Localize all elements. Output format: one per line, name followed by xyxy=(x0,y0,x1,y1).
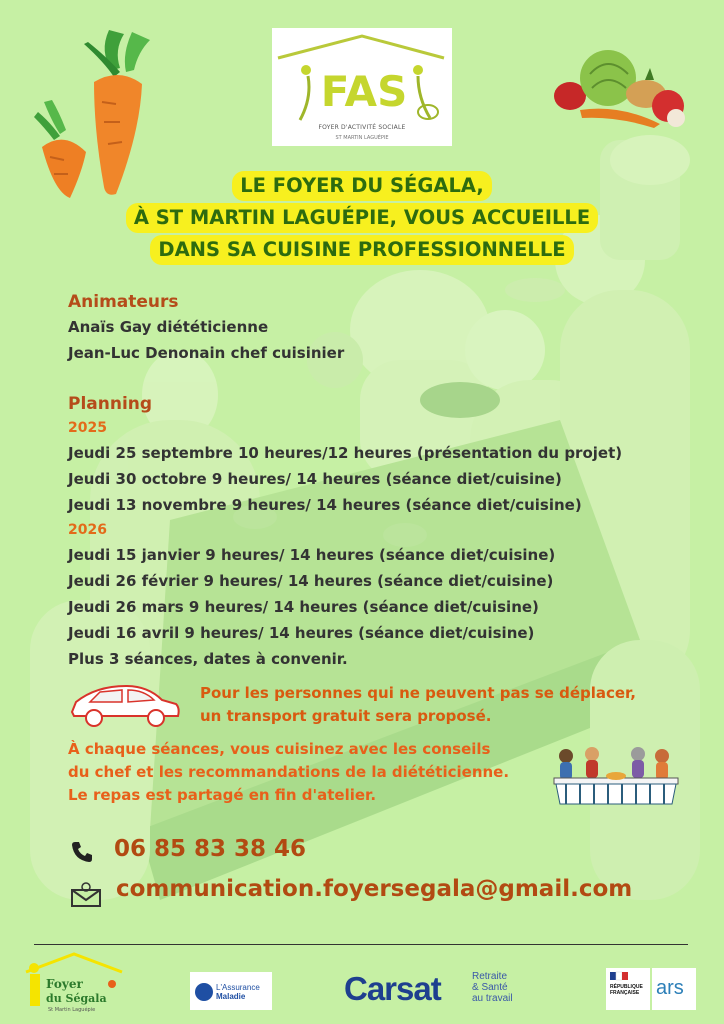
carsat-logo xyxy=(344,970,524,1010)
email-address[interactable]: communication.foyersegala@gmail.com xyxy=(116,876,633,902)
republique-line-1: RÉPUBLIQUE xyxy=(610,984,643,990)
fas-logo xyxy=(272,28,452,146)
logo-letters: FAS xyxy=(320,67,408,116)
family-meal-icon xyxy=(552,742,680,814)
session-info xyxy=(68,738,509,807)
carsat-tagline xyxy=(472,971,513,1004)
title-line-3: DANS SA CUISINE PROFESSIONNELLE xyxy=(150,235,573,265)
assurance-line-2: Maladie xyxy=(216,992,246,1001)
extra-sessions: Plus 3 séances, dates à convenir. xyxy=(68,650,348,668)
title-line-1: LE FOYER DU SÉGALA, xyxy=(232,171,492,201)
logo-name: FOYER D'ACTIVITÉ SOCIALE xyxy=(318,124,406,131)
foyer-logo-line-1: Foyer xyxy=(46,977,83,991)
session-line-2: du chef et les recommandations de la diététicienne. xyxy=(68,763,510,781)
transport-line-2: un transport gratuit sera proposé. xyxy=(200,707,492,725)
phone-number[interactable]: 06 85 83 38 46 xyxy=(114,836,307,862)
footer-divider xyxy=(34,944,688,945)
animateur-2: Jean-Luc Denonain chef cuisinier xyxy=(68,344,345,362)
animateur-1: Anaïs Gay diététicienne xyxy=(68,318,269,336)
foyer-logo-line-3: St Martin Laguépie xyxy=(48,1007,96,1013)
main-title xyxy=(0,170,724,266)
date-row: Jeudi 26 février 9 heures/ 14 heures (séance diet/cuisine) xyxy=(68,572,554,590)
program-section xyxy=(68,290,622,672)
title-line-2: À ST MARTIN LAGUÉPIE, VOUS ACCUEILLE xyxy=(126,203,598,233)
date-row: Jeudi 30 octobre 9 heures/ 14 heures (séance diet/cuisine) xyxy=(68,470,562,488)
republique-line-2: FRANÇAISE xyxy=(610,990,640,996)
vegetables-icon xyxy=(550,44,692,130)
carsat-tag-2: & Santé xyxy=(472,982,508,993)
year-2026: 2026 xyxy=(68,522,107,538)
foyer-segala-logo xyxy=(22,950,130,1016)
date-row: Jeudi 15 janvier 9 heures/ 14 heures (séance diet/cuisine) xyxy=(68,546,556,564)
republique-francaise-logo xyxy=(606,968,650,1010)
session-line-1: À chaque séances, vous cuisinez avec les conseils xyxy=(68,740,491,758)
year-2025: 2025 xyxy=(68,420,107,436)
ars-wordmark: ars xyxy=(656,977,684,999)
foyer-logo-line-2: du Ségala xyxy=(46,992,107,1005)
logo-place: ST MARTIN LAGUÉPIE xyxy=(335,135,389,141)
session-line-3: Le repas est partagé en fin d'atelier. xyxy=(68,786,377,804)
date-row: Jeudi 26 mars 9 heures/ 14 heures (séance diet/cuisine) xyxy=(68,598,539,616)
planning-heading: Planning xyxy=(68,394,153,414)
date-row: Jeudi 13 novembre 9 heures/ 14 heures (séance diet/cuisine) xyxy=(68,496,582,514)
assurance-maladie-logo xyxy=(190,972,272,1010)
date-row: Jeudi 16 avril 9 heures/ 14 heures (séance diet/cuisine) xyxy=(68,624,535,642)
ars-logo xyxy=(652,968,696,1010)
animateurs-heading: Animateurs xyxy=(68,292,179,312)
assurance-line-1: L'Assurance xyxy=(216,983,260,992)
fas-house-graphic xyxy=(272,28,452,124)
transport-notice xyxy=(200,682,636,728)
carsat-tag-3: au travail xyxy=(472,993,513,1004)
date-row: Jeudi 25 septembre 10 heures/12 heures (présentation du projet) xyxy=(68,444,623,462)
carsat-tag-1: Retraite xyxy=(472,971,508,982)
email-icon xyxy=(70,882,102,908)
car-icon xyxy=(66,682,184,728)
transport-line-1: Pour les personnes qui ne peuvent pas se déplacer, xyxy=(200,684,636,702)
phone-icon xyxy=(70,840,94,864)
carsat-wordmark: Carsat xyxy=(344,970,441,1007)
